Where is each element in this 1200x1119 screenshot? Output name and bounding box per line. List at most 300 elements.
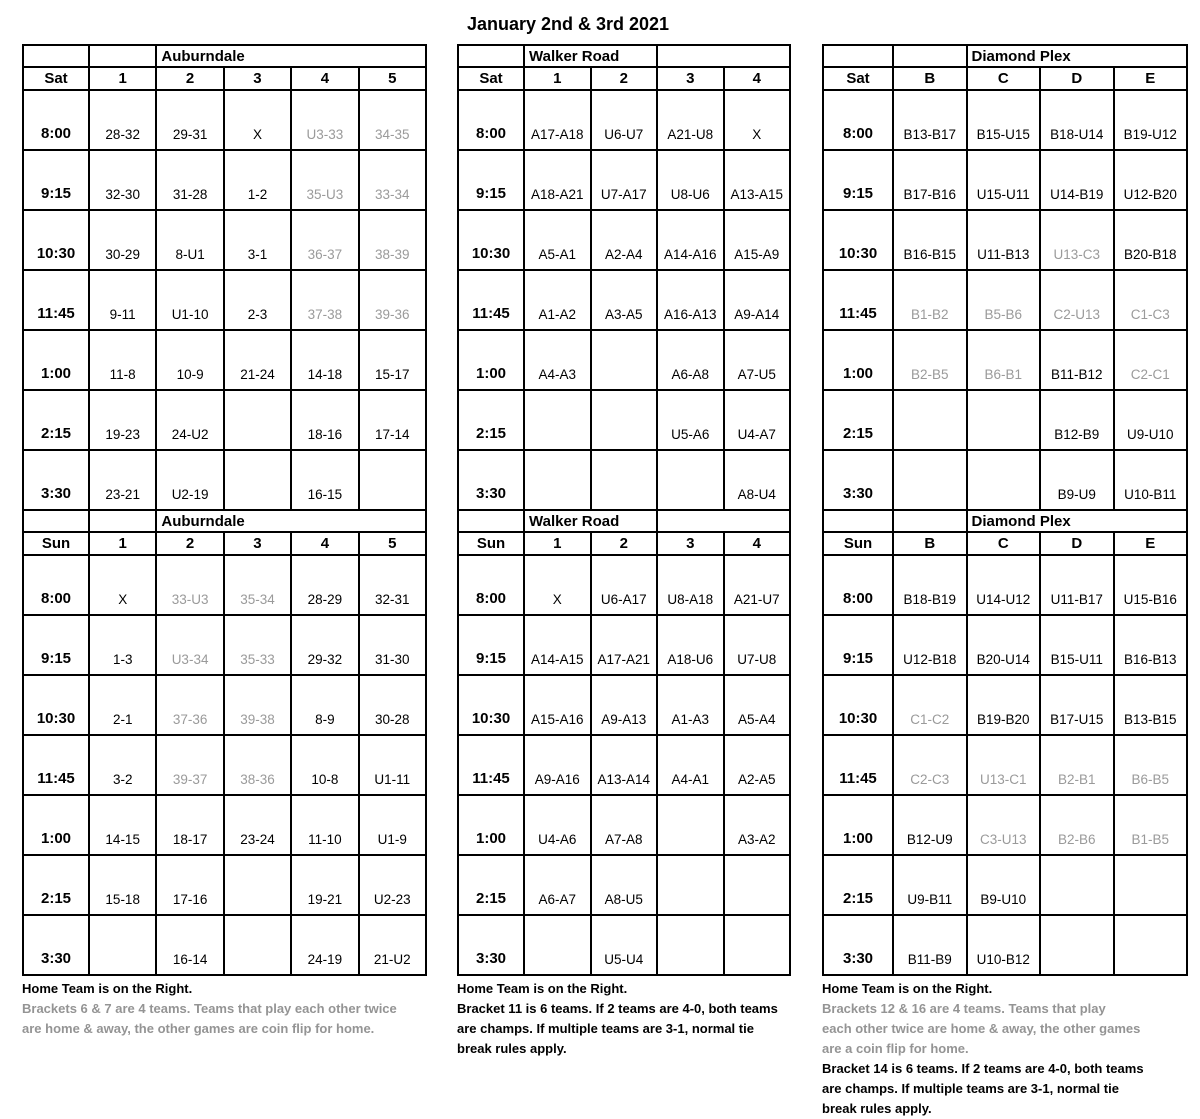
venue-name: Walker Road — [524, 510, 657, 532]
match-cell: B20-U14 — [967, 615, 1041, 675]
match-cell: 14-18 — [291, 330, 358, 390]
venue-name: Auburndale — [156, 510, 426, 532]
empty-cell — [893, 390, 967, 450]
match-cell: A17-A18 — [524, 90, 591, 150]
match-cell: 28-29 — [291, 555, 358, 615]
time-label: 10:30 — [458, 675, 524, 735]
table-row — [823, 915, 1187, 975]
time-label: 3:30 — [458, 450, 524, 510]
time-label: 10:30 — [458, 210, 524, 270]
table-row — [458, 270, 790, 330]
match-cell: 9-11 — [89, 270, 156, 330]
match-cell: B6-B1 — [967, 330, 1041, 390]
venue-header-row — [458, 510, 790, 532]
match-cell: X — [724, 90, 791, 150]
time-label: 9:15 — [458, 150, 524, 210]
match-cell: B13-B15 — [1114, 675, 1188, 735]
match-cell: X — [524, 555, 591, 615]
match-cell: U12-B18 — [893, 615, 967, 675]
match-cell: 18-16 — [291, 390, 358, 450]
match-cell: A17-A21 — [591, 615, 658, 675]
match-cell: B17-U15 — [1040, 675, 1114, 735]
time-label: 2:15 — [823, 855, 893, 915]
venue-name: Diamond Plex — [967, 510, 1188, 532]
match-cell: A9-A13 — [591, 675, 658, 735]
match-cell: C1-C3 — [1114, 270, 1188, 330]
table-row — [823, 450, 1187, 510]
match-cell: B13-B17 — [893, 90, 967, 150]
match-cell: 33-34 — [359, 150, 426, 210]
match-cell: 29-32 — [291, 615, 358, 675]
time-label: 11:45 — [823, 270, 893, 330]
venue-name: Walker Road — [524, 45, 657, 67]
match-cell: C3-U13 — [967, 795, 1041, 855]
match-cell: U7-U8 — [724, 615, 791, 675]
day-label: Sat — [458, 67, 524, 90]
empty-cell — [224, 390, 291, 450]
venue-name: Auburndale — [156, 45, 426, 67]
schedule-note: Home Team is on the Right. — [22, 981, 193, 996]
blank-cell — [893, 45, 967, 67]
time-label: 3:30 — [458, 915, 524, 975]
match-cell: 37-36 — [156, 675, 223, 735]
match-cell: 18-17 — [156, 795, 223, 855]
match-cell: B18-U14 — [1040, 90, 1114, 150]
match-cell: U10-B12 — [967, 915, 1041, 975]
table-row — [23, 330, 426, 390]
match-cell: A16-A13 — [657, 270, 724, 330]
match-cell: 16-14 — [156, 915, 223, 975]
table-row — [823, 735, 1187, 795]
court-column-label: 5 — [359, 532, 426, 555]
match-cell: A8-U4 — [724, 450, 791, 510]
empty-cell — [657, 795, 724, 855]
table-row — [823, 330, 1187, 390]
match-cell: U6-A17 — [591, 555, 658, 615]
venue-header-row — [823, 510, 1187, 532]
match-cell: A21-U7 — [724, 555, 791, 615]
match-cell: B16-B15 — [893, 210, 967, 270]
match-cell: 39-36 — [359, 270, 426, 330]
time-label: 8:00 — [823, 555, 893, 615]
day-label: Sun — [823, 532, 893, 555]
empty-cell — [967, 390, 1041, 450]
table-row — [23, 210, 426, 270]
match-cell: A2-A4 — [591, 210, 658, 270]
match-cell: 2-3 — [224, 270, 291, 330]
schedule-note: Bracket 14 is 6 teams. If 2 teams are 4-0, both teams are champs. If multiple teams are 3-1, normal tie break rules apply. — [822, 1061, 1144, 1116]
match-cell: 17-16 — [156, 855, 223, 915]
match-cell: 2-1 — [89, 675, 156, 735]
empty-cell — [224, 855, 291, 915]
match-cell: B2-B6 — [1040, 795, 1114, 855]
time-label: 8:00 — [823, 90, 893, 150]
page-title: January 2nd & 3rd 2021 — [466, 14, 670, 34]
match-cell: U6-U7 — [591, 90, 658, 150]
match-cell: C2-U13 — [1040, 270, 1114, 330]
time-label: 8:00 — [458, 555, 524, 615]
table-row — [458, 795, 790, 855]
venue-notes-diamond-plex — [822, 979, 1188, 1119]
table-row — [23, 390, 426, 450]
match-cell: U3-33 — [291, 90, 358, 150]
empty-cell — [657, 450, 724, 510]
empty-cell — [591, 330, 658, 390]
court-column-label: 3 — [657, 67, 724, 90]
court-column-label: 3 — [224, 532, 291, 555]
venue-notes-walker-road — [457, 979, 791, 1059]
blank-cell — [23, 45, 89, 67]
blank-cell — [893, 510, 967, 532]
court-column-label: C — [967, 67, 1041, 90]
match-cell: 28-32 — [89, 90, 156, 150]
schedule-note: Brackets 12 & 16 are 4 teams. Teams that play each other twice are home & away, the other games are a coin flip for home. — [822, 1001, 1141, 1056]
match-cell: 30-29 — [89, 210, 156, 270]
court-column-label: B — [893, 532, 967, 555]
empty-cell — [591, 390, 658, 450]
match-cell: U14-B19 — [1040, 150, 1114, 210]
match-cell: A5-A4 — [724, 675, 791, 735]
match-cell: U13-C3 — [1040, 210, 1114, 270]
match-cell: C2-C3 — [893, 735, 967, 795]
court-column-label: 2 — [591, 67, 658, 90]
schedule-table-walker-road — [457, 44, 791, 976]
match-cell: A4-A3 — [524, 330, 591, 390]
schedule-note: Bracket 11 is 6 teams. If 2 teams are 4-0, both teams are champs. If multiple teams are 3-1, normal tie break rules apply. — [457, 1001, 778, 1056]
court-column-label: 5 — [359, 67, 426, 90]
match-cell: 3-1 — [224, 210, 291, 270]
time-label: 1:00 — [23, 330, 89, 390]
day-label: Sun — [23, 532, 89, 555]
match-cell: 8-9 — [291, 675, 358, 735]
match-cell: U7-A17 — [591, 150, 658, 210]
match-cell: U5-A6 — [657, 390, 724, 450]
match-cell: B9-U10 — [967, 855, 1041, 915]
match-cell: U9-B11 — [893, 855, 967, 915]
table-row — [458, 390, 790, 450]
table-row — [458, 150, 790, 210]
time-label: 2:15 — [458, 855, 524, 915]
table-row — [458, 555, 790, 615]
match-cell: B15-U15 — [967, 90, 1041, 150]
time-label: 9:15 — [823, 615, 893, 675]
match-cell: 11-8 — [89, 330, 156, 390]
time-label: 9:15 — [823, 150, 893, 210]
match-cell: B11-B12 — [1040, 330, 1114, 390]
time-label: 11:45 — [23, 270, 89, 330]
match-cell: X — [224, 90, 291, 150]
match-cell: U12-B20 — [1114, 150, 1188, 210]
match-cell: 21-U2 — [359, 915, 426, 975]
table-row — [823, 90, 1187, 150]
court-column-label: 4 — [291, 532, 358, 555]
table-row — [458, 330, 790, 390]
match-cell: 24-19 — [291, 915, 358, 975]
time-label: 11:45 — [458, 735, 524, 795]
table-row — [23, 555, 426, 615]
time-label: 9:15 — [458, 615, 524, 675]
court-column-label: D — [1040, 532, 1114, 555]
court-column-label: E — [1114, 532, 1188, 555]
match-cell: 3-2 — [89, 735, 156, 795]
empty-cell — [591, 450, 658, 510]
time-label: 1:00 — [458, 330, 524, 390]
match-cell: B15-U11 — [1040, 615, 1114, 675]
column-header-row — [458, 532, 790, 555]
table-row — [23, 855, 426, 915]
venue-section-diamond-plex — [822, 44, 1188, 1119]
match-cell: 10-8 — [291, 735, 358, 795]
match-cell: B18-B19 — [893, 555, 967, 615]
match-cell: A3-A5 — [591, 270, 658, 330]
match-cell: 8-U1 — [156, 210, 223, 270]
match-cell: A13-A14 — [591, 735, 658, 795]
match-cell: 15-18 — [89, 855, 156, 915]
blank-cell — [89, 45, 156, 67]
match-cell: U15-B16 — [1114, 555, 1188, 615]
time-label: 1:00 — [23, 795, 89, 855]
time-label: 2:15 — [458, 390, 524, 450]
match-cell: U1-9 — [359, 795, 426, 855]
day-label: Sat — [23, 67, 89, 90]
court-column-label: B — [893, 67, 967, 90]
match-cell: A14-A16 — [657, 210, 724, 270]
time-label: 11:45 — [23, 735, 89, 795]
time-label: 10:30 — [23, 210, 89, 270]
match-cell: U11-B13 — [967, 210, 1041, 270]
match-cell: U10-B11 — [1114, 450, 1188, 510]
table-row — [823, 270, 1187, 330]
match-cell: B5-B6 — [967, 270, 1041, 330]
column-header-row — [23, 67, 426, 90]
match-cell: 23-21 — [89, 450, 156, 510]
venue-header-row — [823, 45, 1187, 67]
schedule-note: Brackets 6 & 7 are 4 teams. Teams that play each other twice are home & away, the other games are coin flip for home. — [22, 1001, 397, 1036]
table-row — [23, 270, 426, 330]
empty-cell — [524, 915, 591, 975]
table-row — [823, 390, 1187, 450]
match-cell: B1-B2 — [893, 270, 967, 330]
match-cell: 39-38 — [224, 675, 291, 735]
venue-name: Diamond Plex — [967, 45, 1188, 67]
match-cell: U1-11 — [359, 735, 426, 795]
empty-cell — [359, 450, 426, 510]
match-cell: B1-B5 — [1114, 795, 1188, 855]
court-column-label: C — [967, 532, 1041, 555]
match-cell: U9-U10 — [1114, 390, 1188, 450]
table-row — [458, 735, 790, 795]
match-cell: X — [89, 555, 156, 615]
empty-cell — [1040, 915, 1114, 975]
match-cell: 35-34 — [224, 555, 291, 615]
empty-cell — [657, 915, 724, 975]
match-cell: 32-31 — [359, 555, 426, 615]
day-label: Sun — [458, 532, 524, 555]
schedule-note: Home Team is on the Right. — [822, 981, 993, 996]
empty-cell — [524, 390, 591, 450]
match-cell: B19-B20 — [967, 675, 1041, 735]
match-cell: U2-23 — [359, 855, 426, 915]
match-cell: U8-U6 — [657, 150, 724, 210]
venue-header-row — [458, 45, 790, 67]
match-cell: 23-24 — [224, 795, 291, 855]
match-cell: B19-U12 — [1114, 90, 1188, 150]
match-cell: A15-A9 — [724, 210, 791, 270]
table-row — [823, 675, 1187, 735]
table-row — [458, 90, 790, 150]
time-label: 1:00 — [823, 330, 893, 390]
match-cell: U5-U4 — [591, 915, 658, 975]
match-cell: B17-B16 — [893, 150, 967, 210]
table-row — [823, 855, 1187, 915]
match-cell: 31-28 — [156, 150, 223, 210]
match-cell: A21-U8 — [657, 90, 724, 150]
blank-cell — [89, 510, 156, 532]
column-header-row — [823, 67, 1187, 90]
table-row — [823, 615, 1187, 675]
table-row — [23, 675, 426, 735]
time-label: 8:00 — [23, 90, 89, 150]
match-cell: B16-B13 — [1114, 615, 1188, 675]
match-cell: U11-B17 — [1040, 555, 1114, 615]
blank-cell — [458, 510, 524, 532]
venue-header-row — [23, 45, 426, 67]
court-column-label: 2 — [156, 67, 223, 90]
match-cell: 35-U3 — [291, 150, 358, 210]
match-cell: A15-A16 — [524, 675, 591, 735]
match-cell: 19-21 — [291, 855, 358, 915]
match-cell: B9-U9 — [1040, 450, 1114, 510]
table-row — [458, 855, 790, 915]
table-row — [23, 90, 426, 150]
court-column-label: D — [1040, 67, 1114, 90]
match-cell: 30-28 — [359, 675, 426, 735]
court-column-label: 3 — [657, 532, 724, 555]
table-row — [823, 150, 1187, 210]
match-cell: 17-14 — [359, 390, 426, 450]
court-column-label: 4 — [724, 532, 791, 555]
time-label: 9:15 — [23, 615, 89, 675]
table-row — [823, 795, 1187, 855]
table-row — [458, 450, 790, 510]
empty-cell — [1114, 915, 1188, 975]
blank-cell — [458, 45, 524, 67]
table-row — [23, 150, 426, 210]
match-cell: B20-B18 — [1114, 210, 1188, 270]
match-cell: 29-31 — [156, 90, 223, 150]
match-cell: A8-U5 — [591, 855, 658, 915]
court-column-label: 4 — [724, 67, 791, 90]
blank-cell — [657, 45, 790, 67]
empty-cell — [724, 915, 791, 975]
court-column-label: 2 — [591, 532, 658, 555]
match-cell: 32-30 — [89, 150, 156, 210]
empty-cell — [1040, 855, 1114, 915]
empty-cell — [657, 855, 724, 915]
table-row — [23, 450, 426, 510]
empty-cell — [89, 915, 156, 975]
empty-cell — [224, 915, 291, 975]
time-label: 3:30 — [823, 915, 893, 975]
time-label: 11:45 — [458, 270, 524, 330]
table-row — [823, 555, 1187, 615]
table-row — [458, 615, 790, 675]
match-cell: 33-U3 — [156, 555, 223, 615]
match-cell: A1-A2 — [524, 270, 591, 330]
match-cell: C1-C2 — [893, 675, 967, 735]
table-row — [458, 210, 790, 270]
match-cell: 21-24 — [224, 330, 291, 390]
match-cell: B11-B9 — [893, 915, 967, 975]
match-cell: A3-A2 — [724, 795, 791, 855]
column-header-row — [458, 67, 790, 90]
match-cell: U13-C1 — [967, 735, 1041, 795]
match-cell: C2-C1 — [1114, 330, 1188, 390]
time-label: 1:00 — [458, 795, 524, 855]
match-cell: A7-U5 — [724, 330, 791, 390]
schedule-table-auburndale — [22, 44, 427, 976]
table-row — [23, 795, 426, 855]
match-cell: U4-A6 — [524, 795, 591, 855]
match-cell: A6-A8 — [657, 330, 724, 390]
match-cell: A4-A1 — [657, 735, 724, 795]
court-column-label: 3 — [224, 67, 291, 90]
match-cell: 10-9 — [156, 330, 223, 390]
match-cell: 1-3 — [89, 615, 156, 675]
time-label: 2:15 — [23, 855, 89, 915]
match-cell: B2-B1 — [1040, 735, 1114, 795]
time-label: 8:00 — [458, 90, 524, 150]
match-cell: U2-19 — [156, 450, 223, 510]
court-column-label: 1 — [89, 532, 156, 555]
match-cell: 38-36 — [224, 735, 291, 795]
match-cell: A7-A8 — [591, 795, 658, 855]
column-header-row — [823, 532, 1187, 555]
table-row — [23, 615, 426, 675]
match-cell: B12-U9 — [893, 795, 967, 855]
time-label: 10:30 — [823, 210, 893, 270]
time-label: 3:30 — [23, 450, 89, 510]
match-cell: 34-35 — [359, 90, 426, 150]
match-cell: 36-37 — [291, 210, 358, 270]
venue-section-walker-road — [457, 44, 791, 1059]
match-cell: A6-A7 — [524, 855, 591, 915]
match-cell: A13-A15 — [724, 150, 791, 210]
match-cell: 11-10 — [291, 795, 358, 855]
match-cell: 39-37 — [156, 735, 223, 795]
match-cell: B2-B5 — [893, 330, 967, 390]
table-row — [458, 675, 790, 735]
match-cell: 19-23 — [89, 390, 156, 450]
table-row — [823, 210, 1187, 270]
venue-header-row — [23, 510, 426, 532]
time-label: 10:30 — [23, 675, 89, 735]
court-column-label: 1 — [524, 532, 591, 555]
match-cell: A1-A3 — [657, 675, 724, 735]
empty-cell — [724, 855, 791, 915]
match-cell: U4-A7 — [724, 390, 791, 450]
match-cell: U3-34 — [156, 615, 223, 675]
empty-cell — [1114, 855, 1188, 915]
match-cell: A9-A16 — [524, 735, 591, 795]
match-cell: A9-A14 — [724, 270, 791, 330]
match-cell: U8-A18 — [657, 555, 724, 615]
court-column-label: 1 — [89, 67, 156, 90]
match-cell: 16-15 — [291, 450, 358, 510]
time-label: 1:00 — [823, 795, 893, 855]
match-cell: A2-A5 — [724, 735, 791, 795]
match-cell: 38-39 — [359, 210, 426, 270]
